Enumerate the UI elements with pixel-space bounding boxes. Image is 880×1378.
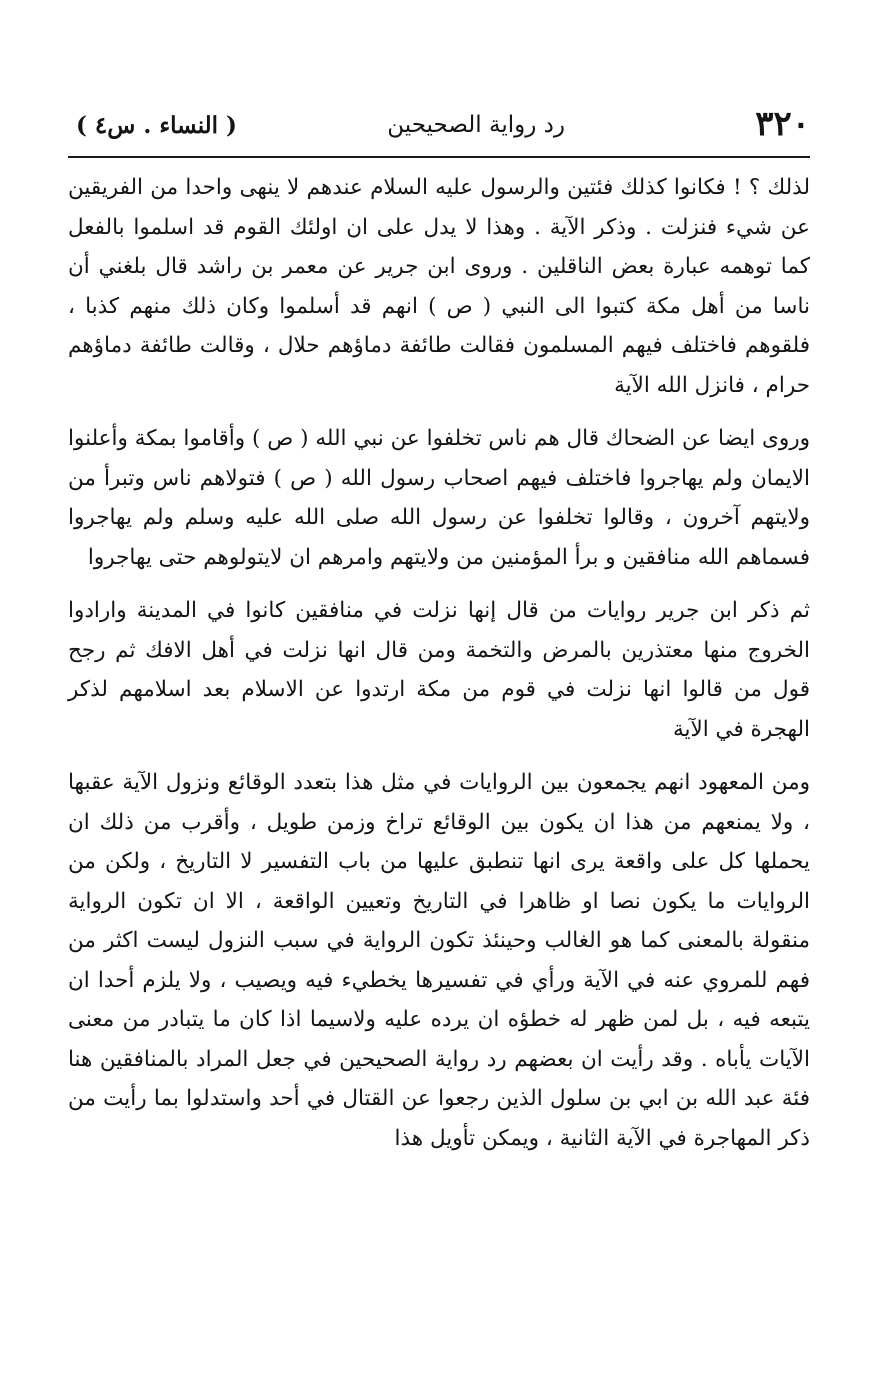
running-title: رد رواية الصحيحين <box>387 112 565 138</box>
page-number: ٣٢٠ <box>755 104 810 144</box>
book-page <box>68 100 810 1172</box>
page-body <box>68 168 810 1158</box>
paragraph: ثم ذكر ابن جرير روايات من قال إنها نزلت في منافقين كانوا في المدينة وارادوا الخروج منها معتذرين بالمرض والتخمة ومن قال انها نزلت في أهل الافك ثم رجح قول من قالوا انها نزلت في قوم من مكة ارتدوا عن الاسلام بعد اسلامهم لذكر الهجرة في الآية <box>68 598 810 742</box>
paragraph: ومن المعهود انهم يجمعون بين الروايات في مثل هذا بتعدد الوقائع ونزول الآية عقبها ، ولا يمنعهم من هذا ان يكون بين الوقائع تراخ وزمن طويل ، وأقرب من ذلك ان يحملها كل على واقعة يرى انها تنطبق عليها من باب التفسير لا التاريخ ، ولكن من الروايات ما يكون نصا او ظاهرا في التاريخ وتعيين الواقعة ، الا ان تكون الرواية منقولة بالمعنى كما هو الغالب وحينئذ تكون الرواية في سبب النزول ليست اكثر من فهم للمروي عنه في الآية ورأي في تفسيرها يخطيء فيه ويصيب ، ولا يلزم أحدا ان يتبعه فيه ، بل لمن ظهر له خطؤه ان يرده عليه ولاسيما اذا كان ما يتبادر من معنى الآيات يأباه . وقد رأيت ان بعضهم رد رواية الصحيحين في جعل المراد بالمنافقين هنا فئة عبد الله بن ابي بن سلول الذين رجعوا عن القتال في أحد واستدلوا بما رأيت من ذكر المهاجرة في الآية الثانية ، ويمكن تأويل هذا <box>68 770 810 1151</box>
paragraph: لذلك ؟ ! فكانوا كذلك فئتين والرسول عليه السلام عندهم لا ينهى واحدا من الفريقين عن شيء فنزلت . وذكر الآية . وهذا لا يدل على ان اولئك القوم قد اسلموا بالفعل كما توهمه عبارة بعض الناقلين . وروى ابن جرير عن معمر بن راشد قال بلغني أن ناسا من أهل مكة كتبوا الى النبي ( ص ) انهم قد أسلموا وكان ذلك منهم كذبا ، فلقوهم فاختلف فيهم المسلمون فقالت طائفة دماؤهم حلال ، وقالت طائفة دماؤهم حرام ، فانزل الله الآية <box>68 175 810 398</box>
paragraph: وروى ايضا عن الضحاك قال هم ناس تخلفوا عن نبي الله ( ص ) وأقاموا بمكة وأعلنوا الايمان ولم يهاجروا فاختلف فيهم اصحاب رسول الله ( ص ) فتولاهم ناس وتبرأ من ولايتهم آخرون ، وقالوا تخلفوا عن رسول الله صلى الله عليه وسلم ولم يهاجروا فسماهم الله منافقين و برأ المؤمنين من ولايتهم وامرهم ان لايتولوهم حتى يهاجروا <box>68 426 810 570</box>
section-reference: ( النساء . س٤ ) <box>76 112 237 139</box>
page-header <box>68 100 810 158</box>
